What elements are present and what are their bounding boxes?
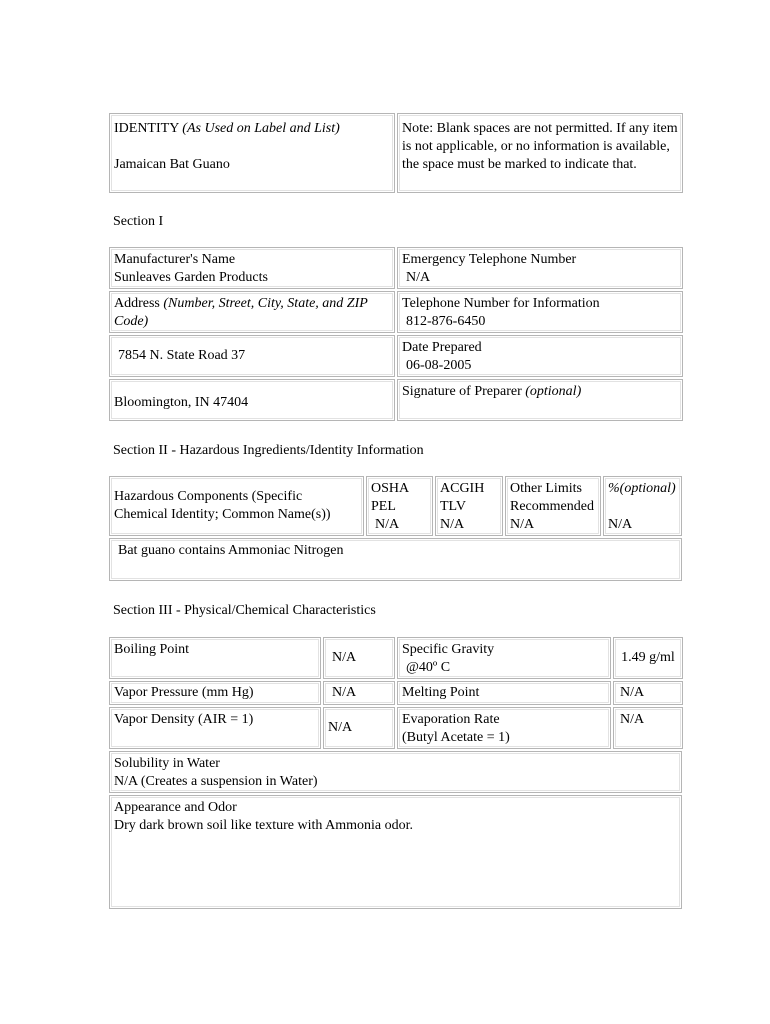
- gravity-value-cell: [613, 637, 683, 679]
- appearance-label: Appearance and Odor: [114, 800, 237, 815]
- identity-note-cell: [397, 113, 683, 193]
- address-label: Address: [114, 296, 160, 311]
- vapor-pressure-value: N/A: [332, 685, 357, 700]
- date-value: 06-08-2005: [406, 358, 472, 373]
- osha-cell: [366, 476, 433, 536]
- melting-label-cell: [397, 681, 611, 705]
- identity-label: IDENTITY: [114, 121, 179, 136]
- percent-cell: [603, 476, 682, 536]
- solubility-label: Solubility in Water: [114, 756, 220, 771]
- evaporation-label: Evaporation Rate: [402, 712, 500, 727]
- boiling-label-cell: [109, 637, 321, 679]
- manufacturer-cell: [109, 247, 395, 289]
- ingredient-cell: [109, 538, 682, 581]
- other-limits-sub: Recommended: [510, 499, 594, 514]
- osha-value: N/A: [375, 517, 400, 532]
- osha-label: OSHA: [371, 481, 410, 496]
- gravity-sub: @40º C: [406, 660, 451, 675]
- appearance-cell: [109, 795, 682, 909]
- emergency-value: N/A: [406, 270, 431, 285]
- percent-value: N/A: [608, 517, 633, 532]
- signature-label: Signature of Preparer: [402, 384, 522, 399]
- section-1-heading: Section I: [113, 214, 164, 229]
- identity-label-note: (As Used on Label and List): [182, 121, 340, 136]
- acgih-cell: [435, 476, 503, 536]
- evaporation-value: N/A: [620, 712, 645, 727]
- info-phone-cell: [397, 291, 683, 333]
- section-2-heading: Section II - Hazardous Ingredients/Identity Information: [113, 443, 424, 458]
- vapor-density-value: N/A: [328, 720, 353, 735]
- date-cell: [397, 335, 683, 377]
- solubility-cell: [109, 751, 682, 793]
- identity-table: [108, 112, 685, 194]
- boiling-value: N/A: [332, 650, 357, 665]
- street-value: 7854 N. State Road 37: [118, 348, 246, 363]
- gravity-label-cell: [397, 637, 611, 679]
- components-label: Hazardous Components (Specific Chemical Identity; Common Name(s)): [114, 489, 331, 522]
- section-1-table: [108, 246, 685, 422]
- solubility-value: N/A (Creates a suspension in Water): [114, 774, 318, 789]
- signature-cell: [397, 379, 683, 421]
- manufacturer-value: Sunleaves Garden Products: [114, 270, 268, 285]
- percent-label: %(optional): [608, 481, 676, 496]
- melting-value: N/A: [620, 685, 645, 700]
- info-phone-value: 812-876-6450: [406, 314, 486, 329]
- address-note: (Number, Street, City, State, and ZIP Code): [114, 296, 368, 329]
- acgih-label: ACGIH: [440, 481, 485, 496]
- other-limits-value: N/A: [510, 517, 535, 532]
- vapor-density-label-cell: [109, 707, 321, 749]
- section-3-heading: Section III - Physical/Chemical Characteristics: [113, 603, 376, 618]
- emergency-label: Emergency Telephone Number: [402, 252, 577, 267]
- evaporation-sub: (Butyl Acetate = 1): [402, 730, 510, 745]
- section-2-table: [108, 475, 685, 582]
- ingredient-value: Bat guano contains Ammoniac Nitrogen: [118, 543, 344, 558]
- acgih-value: N/A: [440, 517, 465, 532]
- other-limits-label: Other Limits: [510, 481, 582, 496]
- identity-heading: [114, 120, 390, 138]
- vapor-pressure-label-cell: [109, 681, 321, 705]
- product-name: Jamaican Bat Guano: [114, 157, 230, 172]
- gravity-label: Specific Gravity: [402, 642, 495, 657]
- signature-note: (optional): [525, 384, 582, 399]
- street-cell: [109, 335, 395, 377]
- melting-label: Melting Point: [402, 685, 480, 700]
- vapor-density-value-cell: [323, 707, 395, 749]
- appearance-value: Dry dark brown soil like texture with Ammonia odor.: [114, 818, 414, 833]
- city-cell: [109, 379, 395, 421]
- vapor-pressure-label: Vapor Pressure (mm Hg): [114, 685, 254, 700]
- boiling-label: Boiling Point: [114, 642, 190, 657]
- identity-cell: [109, 113, 395, 193]
- components-cell: [109, 476, 364, 536]
- info-phone-label: Telephone Number for Information: [402, 296, 600, 311]
- vapor-pressure-value-cell: [323, 681, 395, 705]
- address-cell: [109, 291, 395, 333]
- emergency-cell: [397, 247, 683, 289]
- manufacturer-label: Manufacturer's Name: [114, 252, 236, 267]
- osha-pel-label: PEL: [371, 499, 396, 514]
- section-3-table: [108, 636, 685, 910]
- other-limits-cell: [505, 476, 601, 536]
- melting-value-cell: [613, 681, 683, 705]
- evaporation-label-cell: [397, 707, 611, 749]
- vapor-density-label: Vapor Density (AIR = 1): [114, 712, 254, 727]
- acgih-tlv-label: TLV: [440, 499, 466, 514]
- boiling-value-cell: [323, 637, 395, 679]
- identity-note: Note: Blank spaces are not permitted. If any item is not applicable, or no information is available, the space must be marked to indicate that.: [402, 121, 678, 172]
- gravity-value: 1.49 g/ml: [621, 650, 675, 665]
- city-value: Bloomington, IN 47404: [114, 395, 249, 410]
- date-label: Date Prepared: [402, 340, 482, 355]
- evaporation-value-cell: [613, 707, 683, 749]
